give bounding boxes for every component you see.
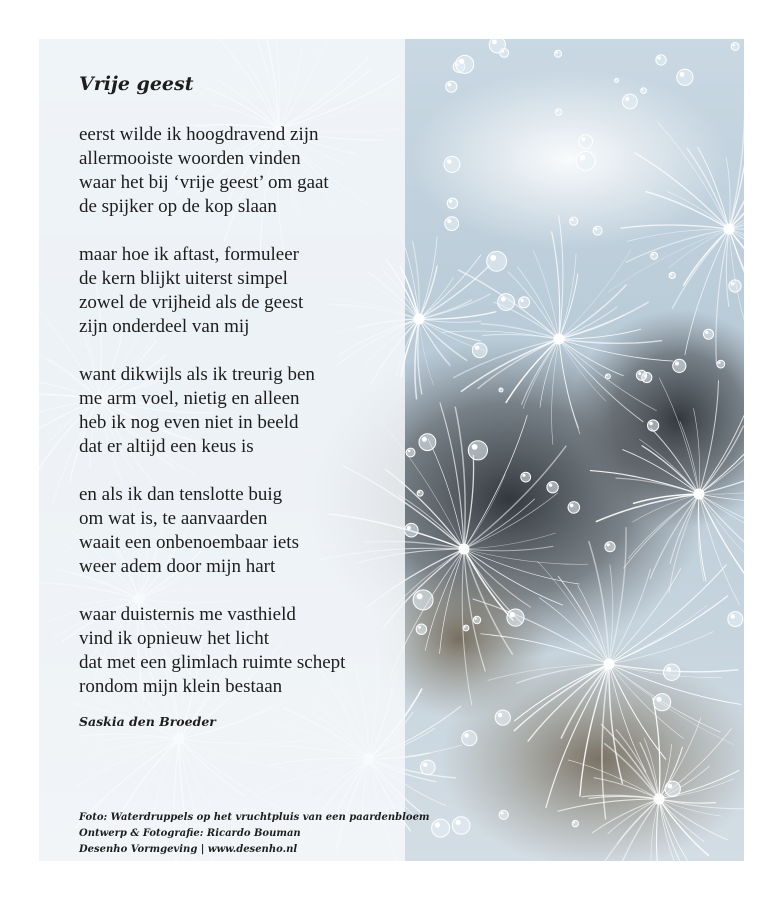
poem-line: rondom mijn klein bestaan [79,676,283,697]
poem-line: eerst wilde ik hoogdravend zijn [79,124,319,145]
poem-line: zowel de vrijheid als de geest [79,292,304,313]
poem-line: me arm voel, nietig en alleen [79,388,300,409]
poem-line: waar duisternis me vasthield [79,604,296,625]
poem-line: de spijker op de kop slaan [79,196,277,217]
poem-line: dat met een glimlach ruimte schept [79,652,346,673]
poem-title: Vrije geest [79,73,194,95]
photo-caption: Foto: Waterdruppels op het vruchtpluis van een paardenbloem [79,812,430,823]
poem-line: dat er altijd een keus is [79,436,254,457]
poem-line: waait een onbenoembaar iets [79,532,299,553]
poem-line: allermooiste woorden vinden [79,148,301,169]
poem-line: vind ik opnieuw het licht [79,628,269,649]
studio-credit: Desenho Vormgeving | www.desenho.nl [79,844,298,855]
stanza-5 [79,603,399,699]
poem-line: heb ik nog even niet in beeld [79,412,299,433]
text-panel [39,39,430,861]
stanza-3 [79,363,399,459]
poem-line: weer adem door mijn hart [79,556,276,577]
poem-line: en als ik dan tenslotte buig [79,484,283,505]
stanza-4 [79,483,399,579]
credits [79,810,430,858]
poem-line: om wat is, te aanvaarden [79,508,268,529]
poem-body [79,123,399,723]
poem-line: de kern blijkt uiterst simpel [79,268,288,289]
poem-line: maar hoe ik aftast, formuleer [79,244,299,265]
stanza-1 [79,123,399,219]
poem-author: Saskia den Broeder [79,714,216,729]
stanza-2 [79,243,399,339]
poem-line: waar het bij ‘vrije geest’ om gaat [79,172,329,193]
poem-line: zijn onderdeel van mij [79,316,250,337]
poem-line: want dikwijls als ik treurig ben [79,364,315,385]
design-credit: Ontwerp & Fotografie: Ricardo Bouman [79,828,301,839]
poem-card [39,39,744,861]
